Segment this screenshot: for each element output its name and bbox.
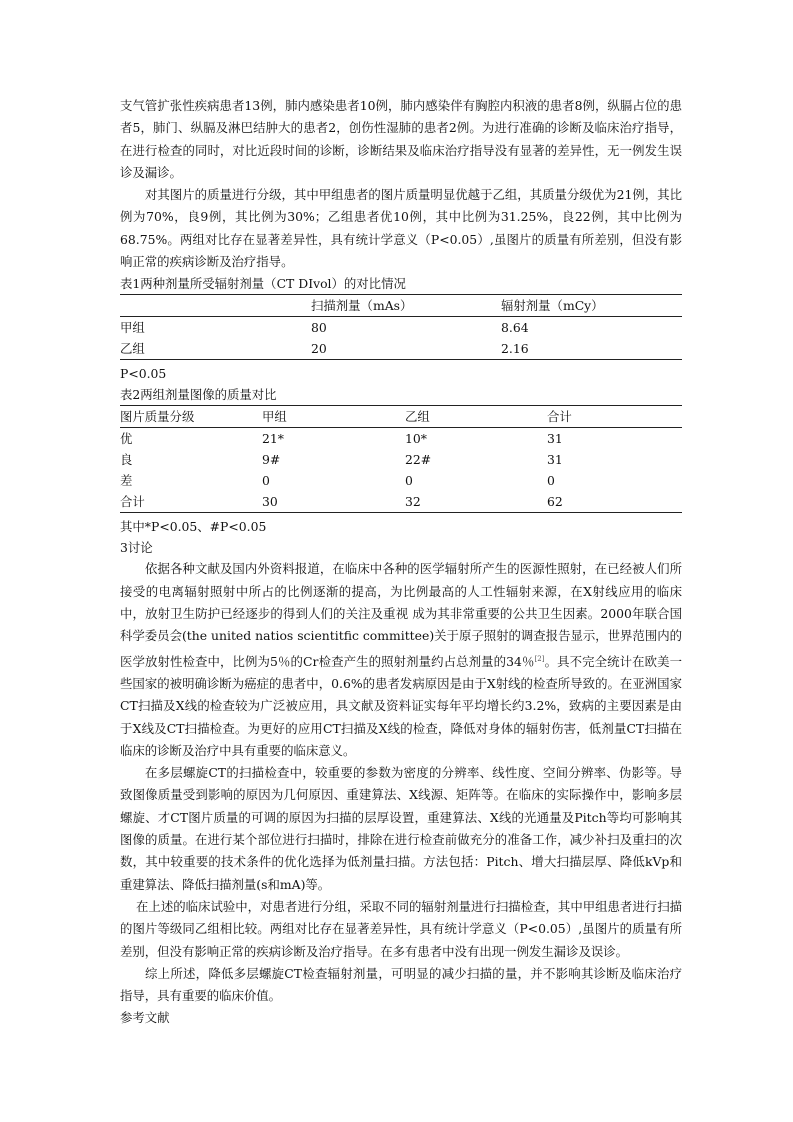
table-row xyxy=(120,338,682,360)
table-cell: 0 xyxy=(547,473,555,489)
table-header-cell: 图片质量分级 xyxy=(120,406,262,428)
table-cell: 合计 xyxy=(120,491,262,513)
table-row xyxy=(120,449,682,470)
paragraph-text: 。具不完全统计在欧美一些国家的被明确诊断为癌症的患者中，0.6%的患者发病原因是由于X射线的检查所导致的。在亚洲国家CT扫描及X线的检查较为广泛被应用，具文献及资料证实每年平均增长约3.2%，致病的主要因素是由于X线及CT扫描检查。为更好的应用CT扫描及X线的检查，降低对身体的辐射伤害，低剂量CT扫描在临床的诊断及治疗中具有重要的临床意义。 xyxy=(120,653,682,758)
table-row xyxy=(120,470,682,491)
table-header-cell: 辐射剂量（mCy） xyxy=(501,295,682,317)
paragraph-text: 依据各种文献及国内外资料报道，在临床中各种的医学辐射所产生的医源性照射，在已经被人们所接受的电离辐射照射中所占的比例逐渐的提高，为比例最高的人工性辐射来源，在X射线应用的临床中，放射卫生防护已经逐步的得到人们的关注及重视 成为其非常重要的公共卫生因素。2000年联合国科学委员会(the united natios scientitfic committee)关于原子照射的调查报告显示，世界范围内的医学放射性检查中，比例为5％的Cr检查产生的照射剂量约占总剂量的34％ xyxy=(120,561,682,669)
table2-caption: 表2两组剂量图像的质量对比 xyxy=(120,387,277,403)
table-cell: 80 xyxy=(311,320,327,336)
paragraph-discussion-1 xyxy=(120,558,682,762)
table-header-cell xyxy=(120,295,311,317)
table2-note: 其中*P<0.05、#P<0.05 xyxy=(120,519,267,535)
table-cell: 31 xyxy=(547,431,563,447)
table-cell: 0 xyxy=(262,473,270,489)
table2-quality-comparison xyxy=(120,405,682,513)
table-cell: 32 xyxy=(405,491,547,513)
table-row xyxy=(120,428,682,450)
table-row xyxy=(120,317,682,339)
section-title: 3讨论 xyxy=(120,540,153,556)
table-cell: 差 xyxy=(120,473,133,489)
table-header-cell: 扫描剂量（mAs） xyxy=(311,295,501,317)
table-cell: 乙组 xyxy=(120,338,311,360)
table-cell: 良 xyxy=(120,452,133,468)
table-cell: 8.64 xyxy=(501,320,529,336)
paragraph-discussion-2: 在多层螺旋CT的扫描检查中，较重要的参数为密度的分辨率、线性度、空间分辨率、伪影等。导致图像质量受到影响的原因为几何原因、重建算法、X线源、矩阵等。在临床的实际操作中，影响多层螺旋、才CT图片质量的可调的原因为扫描的层厚设置，重建算法、X线的光通量及Pitch等均可影响其图像的质量。在进行某个部位进行扫描时，排除在进行检查前做充分的准备工作，减少补扫及重扫的次数，其中较重要的技术条件的优化选择为低剂量扫描。方法包括：Pitch、增大扫描层厚、降低kVp和重建算法、降低扫描剂量(s和mA)等。 xyxy=(120,765,682,892)
table-cell: 62 xyxy=(547,491,682,513)
paragraph-image-quality: 对其图片的质量进行分级，其中甲组患者的图片质量明显优越于乙组，其质量分级优为21例，其比例为70%，良9例，其比例为30%；乙组患者优10例，其中比例为31.25%，良22例，其中比例为68.75%。两组对比存在显著差异性，具有统计学意义（P<0.05）,虽图片的质量有所差别，但没有影响正常的疾病诊断及治疗指导。 xyxy=(120,187,682,270)
table-row xyxy=(120,491,682,513)
table-cell: 22# xyxy=(405,452,432,468)
table-cell: 2.16 xyxy=(501,338,682,360)
table-header-cell: 甲组 xyxy=(262,406,405,428)
table-header-row xyxy=(120,295,682,317)
table-cell: 21* xyxy=(262,431,284,447)
table-header-cell: 合计 xyxy=(547,406,682,428)
table-cell: 20 xyxy=(311,338,501,360)
table-cell: 31 xyxy=(547,452,563,468)
table1-note: P<0.05 xyxy=(120,366,167,382)
paragraph-discussion-3: 在上述的临床试验中，对患者进行分组，采取不同的辐射剂量进行扫描检查，其中甲组患者进行扫描的图片等级同乙组相比较。两组对比存在显著差异性，具有统计学意义（P<0.05）,虽图片的质量有所差别，但没有影响正常的疾病诊断及治疗指导。在多有患者中没有出现一例发生漏诊及误诊。 xyxy=(120,898,682,959)
document-page xyxy=(120,95,682,1028)
table-header-cell: 乙组 xyxy=(405,406,547,428)
table-cell: 10* xyxy=(405,431,427,447)
table-cell: 30 xyxy=(262,491,405,513)
table-header-row xyxy=(120,406,682,428)
table1-dose-comparison xyxy=(120,294,682,360)
table-cell: 9# xyxy=(262,452,281,468)
paragraph-conclusion: 综上所述，降低多层螺旋CT检查辐射剂量，可明显的减少扫描的量，并不影响其诊断及临床治疗指导，具有重要的临床价值。 xyxy=(120,965,682,1004)
table-cell: 甲组 xyxy=(120,320,145,336)
citation-ref: [2] xyxy=(534,654,545,663)
table1-caption: 表1两种剂量所受辐射剂量（CT DIvol）的对比情况 xyxy=(120,276,406,292)
table-cell: 优 xyxy=(120,431,133,447)
paragraph-patients: 支气管扩张性疾病患者13例，肺内感染患者10例，肺内感染伴有胸腔内积液的患者8例，纵膈占位的患者5，肺门、纵膈及淋巴结肿大的患者2，创伤性湿肺的患者2例。为进行准确的诊断及临床治疗指导，在进行检查的同时，对比近段时间的诊断，诊断结果及临床治疗指导没有显著的差异性，无一例发生误诊及漏诊。 xyxy=(120,98,682,180)
table-cell: 0 xyxy=(405,473,413,489)
references-title: 参考文献 xyxy=(120,1010,170,1026)
